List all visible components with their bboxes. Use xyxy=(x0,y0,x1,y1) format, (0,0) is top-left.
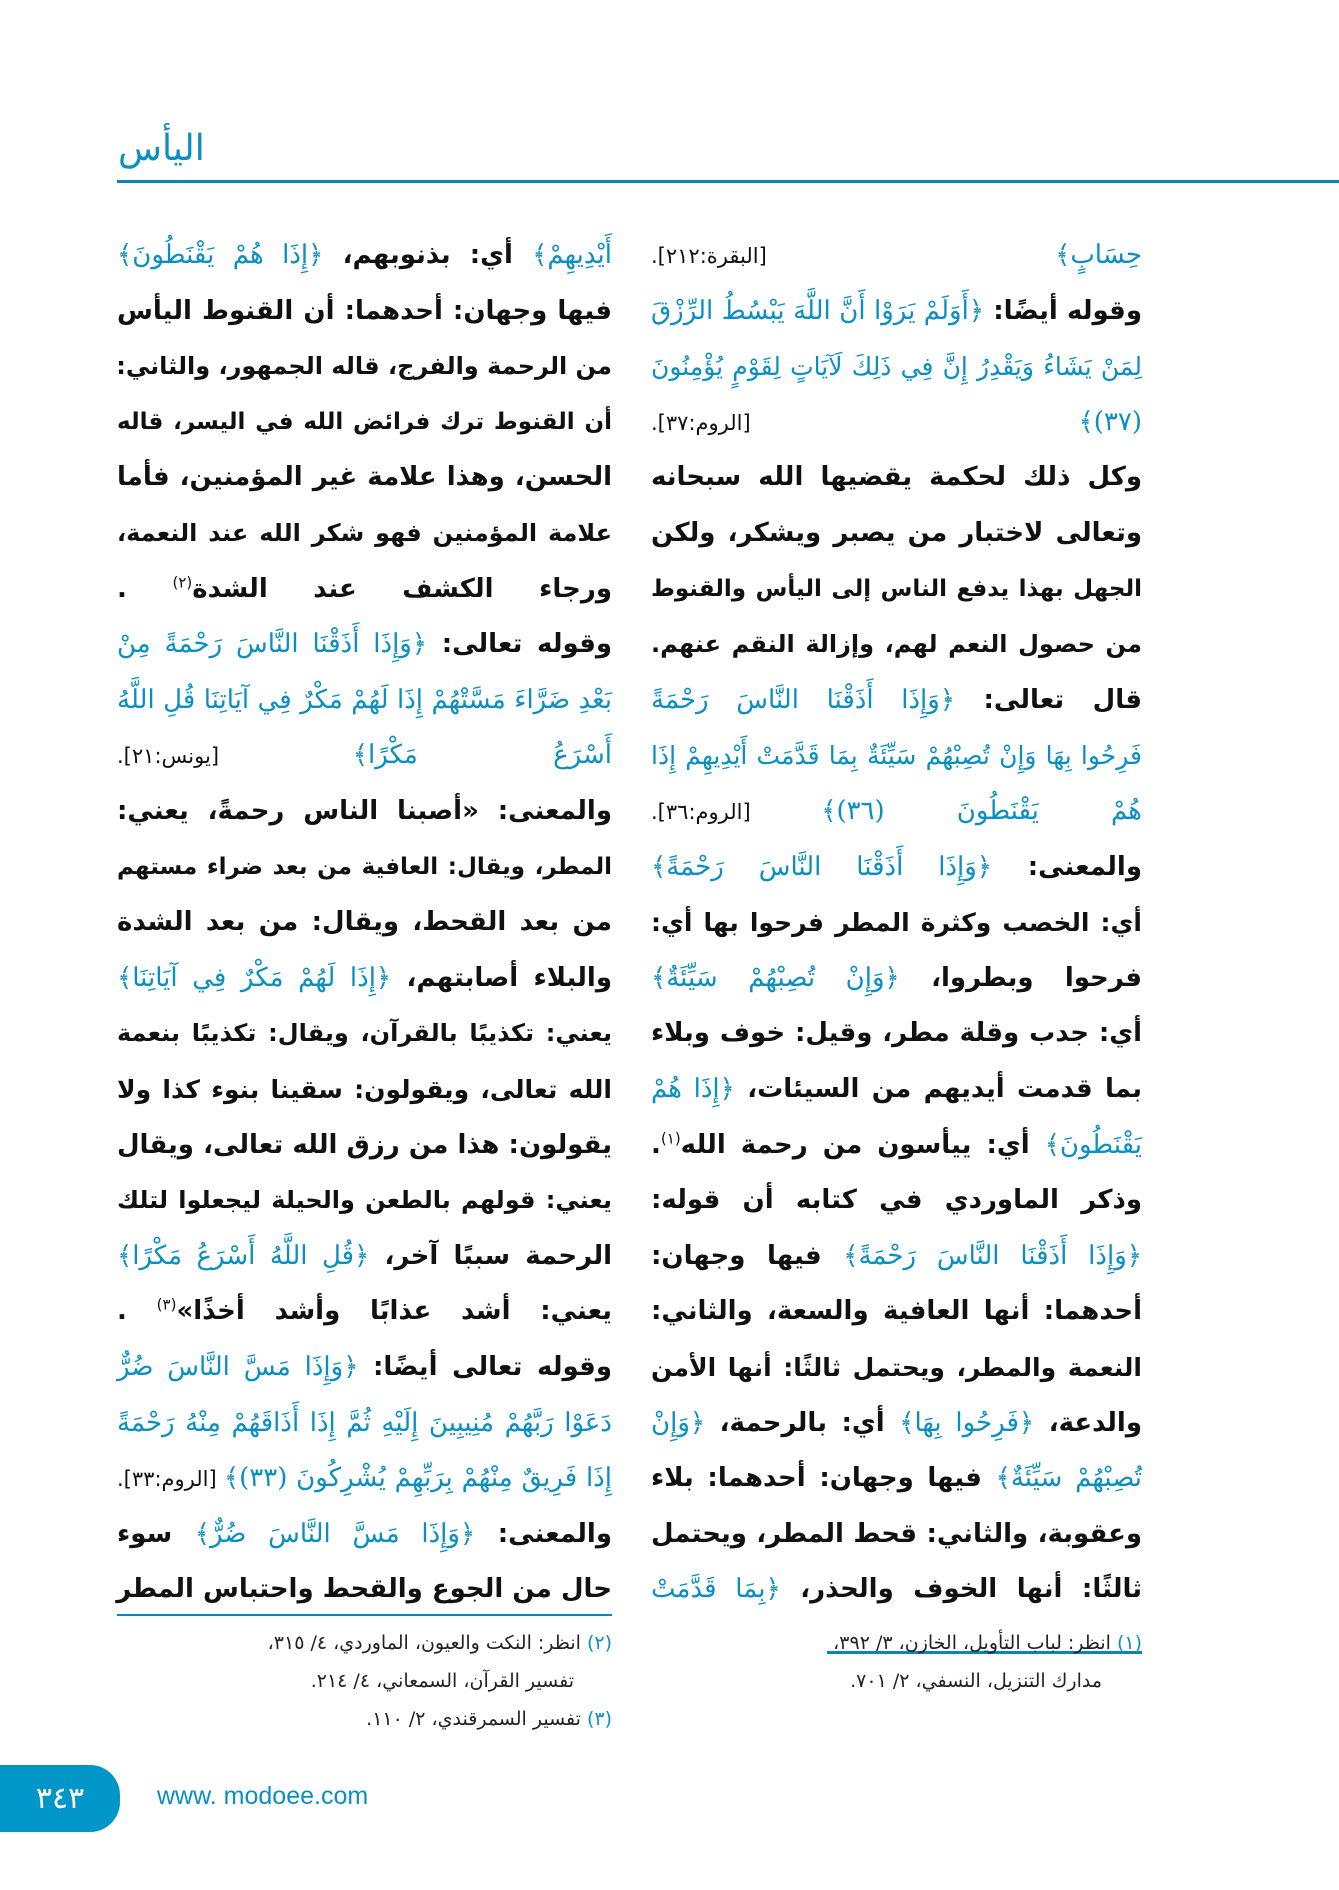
text-line xyxy=(117,895,612,950)
body-text: فيها وجهان: أحدهما: بلاء xyxy=(651,1463,996,1494)
text-line xyxy=(651,450,1142,505)
verse-reference: [الروم:٣٧]. xyxy=(651,410,1079,435)
text-line xyxy=(651,1229,1142,1284)
quran-verse: حِسَابٍ﴾ xyxy=(1055,240,1142,270)
body-text: وكل ذلك لحكمة يقضيها الله سبحانه xyxy=(651,462,1142,493)
text-line xyxy=(651,339,1142,394)
quran-verse: ﴿وَإِذَا أَذَقْنَا النَّاسَ رَحْمَةً﴾ xyxy=(843,1240,1142,1271)
body-text: أي: ييأسون من رحمة الله xyxy=(680,1129,1045,1160)
quran-verse: (٣٧)﴾ xyxy=(1078,406,1142,437)
text-line xyxy=(651,1340,1142,1395)
body-text: الله تعالى، ويقولون: سقينا بنوء كذا ولا xyxy=(117,1075,612,1104)
quran-verse: يَقْنَطُونَ﴾ xyxy=(1044,1129,1142,1160)
body-text: علامة المؤمنين فهو شكر الله عند النعمة، xyxy=(117,519,612,547)
text-line xyxy=(651,1173,1142,1228)
footnote-number: (١) xyxy=(1116,1632,1142,1654)
text-line xyxy=(117,1118,612,1173)
body-text: من حصول النعم لهم، وإزالة النقم عنهم. xyxy=(651,630,1142,659)
footnote-marker: (٣) xyxy=(156,1295,177,1314)
text-line xyxy=(651,1284,1142,1339)
body-text: يعني: تكذيبًا بالقرآن، ويقال: تكذيبًا بنعمة xyxy=(117,1019,612,1048)
body-text: وتعالى لاختبار من يصبر ويشكر، ولكن xyxy=(651,518,1142,548)
text-line xyxy=(651,673,1142,728)
footnote-number: (٢) xyxy=(586,1632,612,1654)
body-text: أن القنوط ترك فرائض الله في اليسر، قاله xyxy=(117,408,612,435)
body-text: المطر، ويقال: العافية من بعد ضراء مستهم xyxy=(117,853,612,880)
quran-verse: ﴿إِذَا هُمْ يَقْنَطُونَ﴾ xyxy=(117,240,324,270)
text-line xyxy=(117,506,612,561)
text-line xyxy=(117,1173,612,1228)
footnote-2 xyxy=(268,1632,612,1654)
quran-verse: ﴿بِمَا قَدَّمَتْ xyxy=(651,1574,781,1605)
body-text: والمعنى: «أصبنا الناس رحمةً، يعني: xyxy=(117,796,612,826)
body-text: بما قدمت أيديهم من السيئات، xyxy=(734,1074,1142,1104)
verse-reference: [يونس:٢١]. xyxy=(117,744,353,769)
footnote-text: انظر: النكت والعيون، الماوردي، ٤/ ٣١٥، xyxy=(267,1632,581,1654)
text-line xyxy=(117,1340,612,1395)
body-text: ثالثًا: أنها الخوف والحذر، xyxy=(780,1574,1142,1605)
page-number: ٣٤٣ xyxy=(0,1765,120,1832)
text-line xyxy=(117,1006,612,1061)
text-line xyxy=(117,617,612,672)
text-line xyxy=(117,450,612,505)
quran-verse: ﴿قُلِ اللَّهُ أَسْرَعُ مَكْرًا﴾ xyxy=(117,1240,370,1271)
quran-verse: ﴿إِذَا هُمْ xyxy=(651,1074,735,1104)
quran-verse: هُمْ يَقْنَطُونَ (٣٦)﴾ xyxy=(821,796,1143,826)
body-text: وقوله أيضًا: xyxy=(984,295,1142,326)
footnote-text: تفسير السمرقندي، ٢/ ١١٠. xyxy=(366,1708,581,1730)
quran-verse: لِمَنْ يَشَاءُ وَيَقْدِرُ إِنَّ فِي ذَلِكَ لَآيَاتٍ لِقَوْمٍ يُؤْمِنُونَ xyxy=(651,352,1142,382)
column-end-divider-left xyxy=(117,1614,612,1616)
footnote-1-cont: مدارك التنزيل، النسفي، ٢/ ٧٠١. xyxy=(850,1670,1102,1692)
website-link[interactable]: www. modoee.com xyxy=(157,1782,369,1810)
quran-verse: أَسْرَعُ مَكْرًا﴾ xyxy=(352,740,612,771)
text-line xyxy=(651,395,1142,450)
text-line xyxy=(117,784,612,839)
body-text: والمعنى: xyxy=(992,851,1143,882)
text-line xyxy=(117,1062,612,1117)
body-text: أي: جدب وقلة مطر، وقيل: خوف وبلاء xyxy=(651,1018,1142,1049)
footnote-marker: (٢) xyxy=(172,572,193,591)
quran-verse: ﴿وَإِذَا أَذَقْنَا النَّاسَ رَحْمَةً مِنْ xyxy=(117,629,428,660)
body-text: والبلاء أصابتهم، xyxy=(391,962,612,993)
text-line xyxy=(651,1062,1142,1117)
body-text: الحسن، وهذا علامة غير المؤمنين، فأما xyxy=(117,462,612,493)
text-line xyxy=(651,840,1142,895)
text-line xyxy=(651,1118,1142,1173)
text-line xyxy=(117,284,612,339)
quran-verse: ﴿إِذَا لَهُمْ مَكْرٌ فِي آيَاتِنَا﴾ xyxy=(117,962,392,993)
footnote-text: انظر: لباب التأويل، الخازن، ٣/ ٣٩٢، xyxy=(833,1632,1111,1654)
body-text: . xyxy=(117,573,173,604)
quran-verse: إِذَا فَرِيقٌ مِنْهُمْ بِرَبِّهِمْ يُشْرِكُونَ (٣٣)﴾ xyxy=(223,1463,612,1494)
body-text: وقوله تعالى أيضًا: xyxy=(358,1352,612,1382)
header-divider xyxy=(117,180,1339,183)
body-text: والدعة، xyxy=(1034,1407,1142,1438)
quran-verse: ﴿وَإِذَا مَسَّ النَّاسَ ضُرٌّ xyxy=(117,1352,359,1382)
text-line xyxy=(651,284,1142,339)
body-text: من الرحمة والفرج، قاله الجمهور، والثاني: xyxy=(116,352,612,381)
text-line xyxy=(651,1562,1142,1617)
body-text: فيها وجهان: أحدهما: أن القنوط اليأس xyxy=(117,295,612,326)
text-line xyxy=(117,951,612,1006)
text-line xyxy=(117,339,612,394)
text-line xyxy=(651,784,1142,839)
verse-reference: [الروم:٣٦]. xyxy=(651,800,822,824)
footnote-3 xyxy=(366,1708,612,1730)
body-text: قال تعالى: xyxy=(955,684,1143,715)
text-line xyxy=(117,1562,612,1617)
text-line xyxy=(117,1451,612,1506)
chapter-title: اليأس xyxy=(118,128,205,169)
text-line xyxy=(117,562,612,617)
text-line xyxy=(117,1396,612,1451)
text-line xyxy=(117,728,612,783)
text-line xyxy=(651,1006,1142,1061)
text-line xyxy=(651,228,1142,283)
quran-verse: ﴿وَإِذَا أَذَقْنَا النَّاسَ رَحْمَةً xyxy=(651,684,956,715)
body-text: يعني: أشد عذابًا وأشد أخذًا» xyxy=(176,1296,613,1327)
body-text: سوء xyxy=(117,1518,195,1549)
text-line xyxy=(651,506,1142,561)
quran-verse: فَرِحُوا بِهَا وَإِنْ تُصِبْهُمْ سَيِّئَةٌ بِمَا قَدَّمَتْ أَيْدِيهِمْ إِذَا xyxy=(651,741,1142,771)
body-text: أحدهما: أنها العافية والسعة، والثاني: xyxy=(651,1296,1142,1327)
footnote-number: (٣) xyxy=(586,1708,612,1730)
body-text: أي: الخصب وكثرة المطر فرحوا بها أي: xyxy=(651,908,1142,938)
quran-verse: ﴿وَإِنْ تُصِبْهُمْ سَيِّئَةٌ﴾ xyxy=(651,962,900,993)
quran-verse: ﴿فَرِحُوا بِهَا﴾ xyxy=(899,1407,1035,1438)
text-line xyxy=(651,1396,1142,1451)
body-text: فرحوا وبطروا، xyxy=(899,962,1142,993)
body-text: من بعد القحط، ويقال: من بعد الشدة xyxy=(117,907,612,938)
quran-verse: أَيْدِيهِمْ﴾ xyxy=(532,240,612,270)
text-line xyxy=(651,951,1142,1006)
body-text: أي: بالرحمة، xyxy=(705,1407,900,1438)
text-line xyxy=(117,840,612,895)
footnote-2-cont: تفسير القرآن، السمعاني، ٤/ ٢١٤. xyxy=(310,1670,574,1692)
text-line xyxy=(651,895,1142,950)
body-text: ورجاء الكشف عند الشدة xyxy=(192,573,612,604)
body-text: وذكر الماوردي في كتابه أن قوله: xyxy=(651,1185,1142,1216)
body-text: وقوله تعالى: xyxy=(427,629,612,660)
footnote-marker: (١) xyxy=(660,1128,681,1147)
body-text: والمعنى: xyxy=(475,1518,613,1549)
body-text: حال من الجوع والقحط واحتباس المطر xyxy=(116,1574,612,1605)
quran-verse: ﴿وَإِنْ xyxy=(651,1407,706,1438)
body-text: يقولون: هذا من رزق الله تعالى، ويقال xyxy=(117,1129,612,1160)
text-line xyxy=(651,728,1142,783)
verse-reference: [الروم:٣٣]. xyxy=(117,1467,224,1492)
quran-verse: ﴿وَإِذَا أَذَقْنَا النَّاسَ رَحْمَةً﴾ xyxy=(651,851,993,882)
footnote-1 xyxy=(833,1632,1142,1654)
quran-verse: بَعْدِ ضَرَّاءَ مَسَّتْهُمْ إِذَا لَهُمْ مَكْرٌ فِي آيَاتِنَا قُلِ اللَّهُ xyxy=(117,684,612,715)
text-line xyxy=(651,1451,1142,1506)
text-line xyxy=(117,1229,612,1284)
quran-verse: تُصِبْهُمْ سَيِّئَةٌ﴾ xyxy=(995,1463,1142,1494)
text-line xyxy=(117,228,612,283)
text-line xyxy=(117,1284,612,1339)
verse-reference: [البقرة:٢١٢]. xyxy=(651,244,1056,268)
quran-verse: دَعَوْا رَبَّهُمْ مُنِيبِينَ إِلَيْهِ ثُمَّ إِذَا أَذَاقَهُمْ مِنْهُ رَحْمَةً xyxy=(117,1407,612,1438)
body-text: النعمة والمطر، ويحتمل ثالثًا: أنها الأمن xyxy=(651,1353,1142,1382)
quran-verse: ﴿أَوَلَمْ يَرَوْا أَنَّ اللَّهَ يَبْسُطُ الرِّزْقَ xyxy=(651,295,985,326)
body-text: وعقوبة، والثاني: قحط المطر، ويحتمل xyxy=(651,1518,1142,1549)
quran-verse: ﴿وَإِذَا مَسَّ النَّاسَ ضُرٌّ﴾ xyxy=(194,1518,476,1549)
text-line xyxy=(117,395,612,450)
body-text: يعني: قولهم بالطعن والحيلة ليجعلوا لتلك xyxy=(117,1186,612,1215)
text-line xyxy=(651,617,1142,672)
body-text: . xyxy=(117,1296,157,1327)
text-line xyxy=(651,1507,1142,1562)
body-text: . xyxy=(651,1129,661,1160)
body-text: الجهل بهذا يدفع الناس إلى اليأس والقنوط xyxy=(651,575,1142,602)
text-line xyxy=(117,1507,612,1562)
text-line xyxy=(117,673,612,728)
body-text: أي: بذنوبهم، xyxy=(323,240,533,270)
body-text: فيها وجهان: xyxy=(651,1240,844,1271)
text-line xyxy=(651,562,1142,617)
body-text: الرحمة سببًا آخر، xyxy=(369,1240,613,1271)
